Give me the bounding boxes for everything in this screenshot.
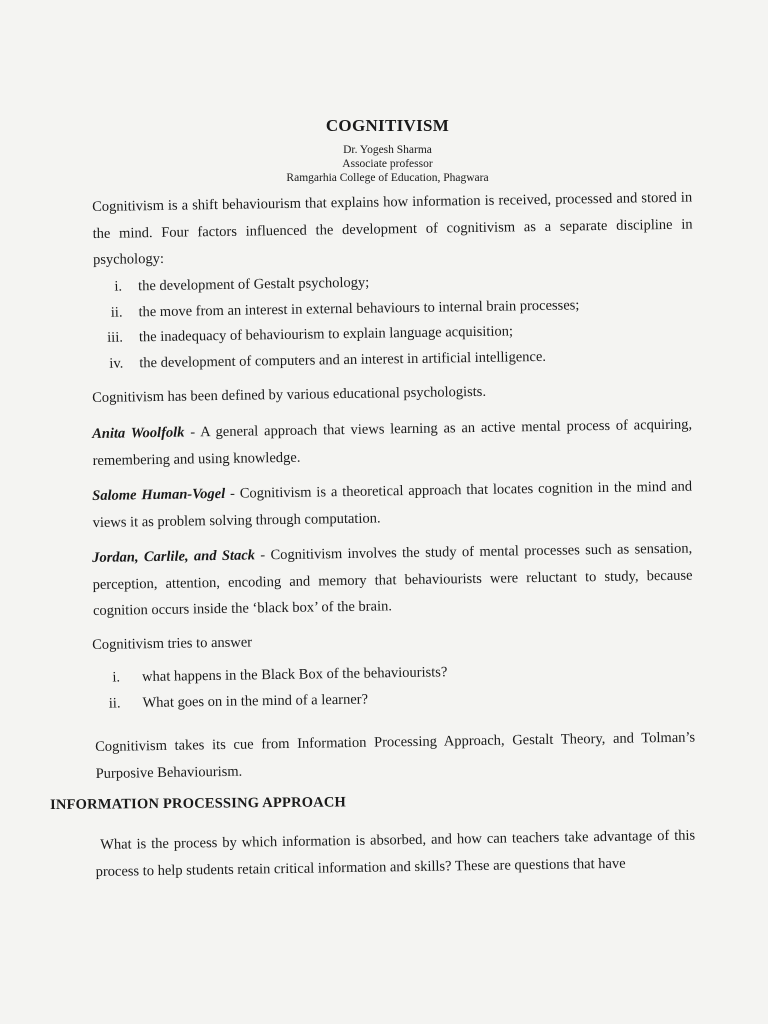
- defined-paragraph: [92, 376, 692, 412]
- intro-paragraph: [92, 185, 693, 274]
- list-number: i.: [114, 278, 123, 295]
- ipa-text: What is the process by which information is absorbed, and how can teachers take advantage of this process to help students retain critical information and skills? These are questions that have: [95, 827, 696, 880]
- list-number: ii.: [108, 694, 121, 712]
- cue-paragraph: [95, 725, 696, 787]
- list-text: what happens in the Black Box of the behaviourists?: [141, 664, 448, 686]
- author-block: [0, 143, 768, 185]
- definition-text: - A general approach that views learning as an active mental process of acquiring, remembering and using knowledge.: [92, 416, 693, 469]
- list-text: the development of Gestalt psychology;: [137, 274, 370, 295]
- defined-text: Cognitivism has been defined by various educational psychologists.: [92, 383, 487, 406]
- definition-human-vogel: [92, 474, 693, 536]
- author-institution: Ramgarhia College of Education, Phagwara: [286, 172, 489, 184]
- tries-paragraph: [92, 623, 692, 659]
- list-text: What goes on in the mind of a learner?: [142, 691, 369, 711]
- definition-woolfolk: [92, 412, 693, 474]
- section-heading: INFORMATION PROCESSING APPROACH: [50, 794, 347, 813]
- author-position: Associate professor: [342, 158, 433, 170]
- definition-author: Salome Human-Vogel: [92, 485, 226, 504]
- list-number: iv.: [109, 355, 124, 372]
- questions-list: [82, 661, 683, 721]
- intro-text: Cognitivism is a shift behaviourism that explains how information is received, processed and stored in the mind. Four factors influenced the development of cognitivism as a separate discipline in psychology:: [92, 189, 693, 268]
- tries-text: Cognitivism tries to answer: [92, 634, 253, 653]
- ipa-paragraph: [95, 823, 696, 885]
- factors-list: [92, 270, 694, 381]
- definition-author: Jordan, Carlile, and Stack: [92, 547, 256, 566]
- definition-author: Anita Woolfolk: [92, 424, 185, 442]
- definition-text: - Cognitivism is a theoretical approach that locates cognition in the mind and views it as problem solving through computation.: [92, 478, 693, 531]
- list-number: i.: [112, 669, 121, 686]
- document-title: COGNITIVISM: [325, 116, 450, 135]
- list-text: the move from an interest in external behaviours to internal brain processes;: [138, 296, 580, 320]
- cue-text: Cognitivism takes its cue from Information Processing Approach, Gestalt Theory, and Tolman’s Purposive Behaviourism.: [95, 729, 696, 782]
- list-text: the inadequacy of behaviourism to explain language acquisition;: [138, 323, 514, 346]
- list-number: iii.: [107, 329, 124, 346]
- list-text: the development of computers and an interest in artificial intelligence.: [139, 348, 547, 371]
- definition-jordan: [92, 536, 693, 625]
- list-number: ii.: [110, 304, 123, 321]
- author-name: Dr. Yogesh Sharma: [343, 144, 432, 156]
- definition-text: - Cognitivism involves the study of mental processes such as sensation, perception, attention, encoding and memory that behaviourists were reluctant to study, because cognition occurs inside the ‘black box’ of the brain.: [92, 540, 693, 619]
